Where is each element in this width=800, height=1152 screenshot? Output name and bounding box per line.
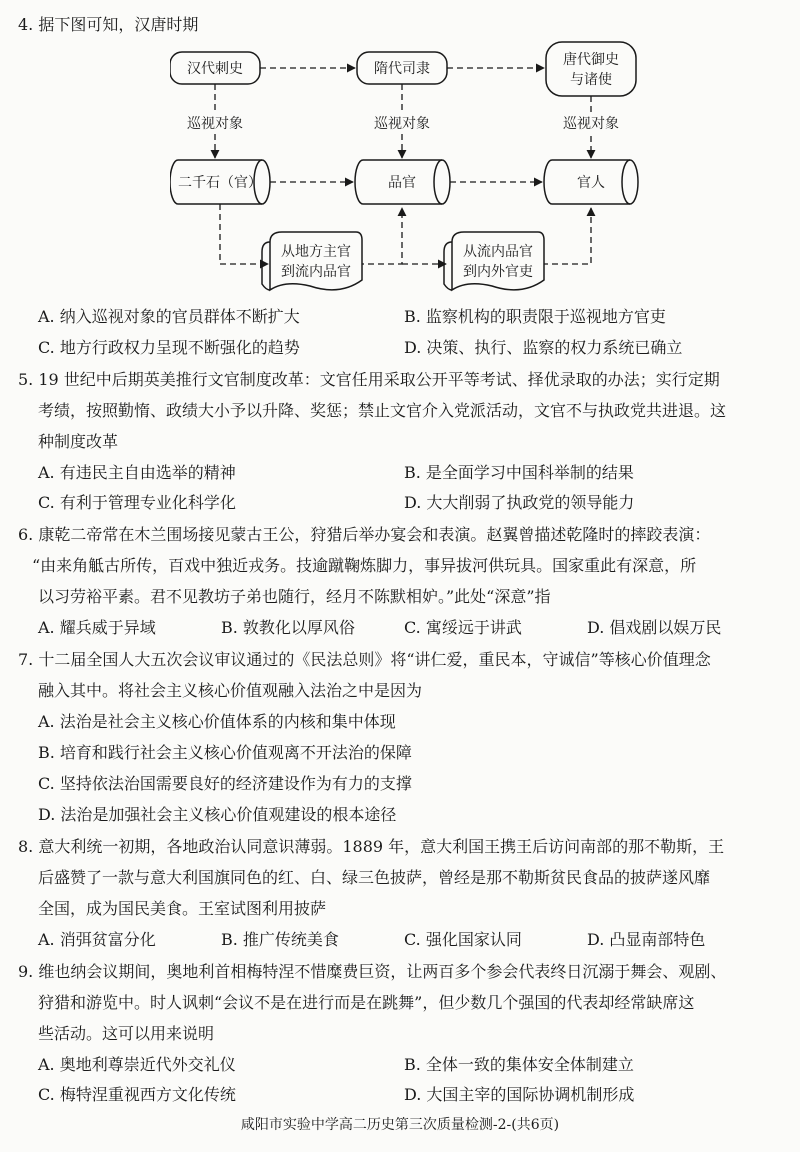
q6-line-2: “由来角觝古所传，百戏中独近戎务。技逾蹴鞠炼脚力，事异拔河供玩具。国家重此有深意，所	[32, 556, 697, 575]
arrow-scroll-2-to-guanren	[542, 208, 591, 264]
q5-line-2: 考绩，按照勤惰、政绩大小予以升降、奖惩；禁止文官介入党派活动，文官不与执政党共进退。这	[38, 401, 727, 420]
inspect-label-1: 巡视对象	[187, 116, 243, 132]
q8-option-c: C. 强化国家认同	[404, 930, 522, 949]
inspect-label-3: 巡视对象	[563, 116, 619, 132]
q4-option-c: C. 地方行政权力呈现不断强化的趋势	[38, 338, 300, 357]
q7-option-d: D. 法治是加强社会主义核心价值观建设的根本途径	[38, 805, 397, 824]
q8-option-b: B. 推广传统美食	[221, 930, 339, 949]
q5-option-b: B. 是全面学习中国科举制的结果	[404, 463, 634, 482]
inspect-label-2: 巡视对象	[374, 116, 430, 132]
q5-line-3: 种制度改革	[38, 432, 119, 451]
label-tang-yushi-1: 唐代御史	[563, 52, 619, 68]
q9-option-b: B. 全体一致的集体安全体制建立	[404, 1055, 634, 1074]
scroll-2-line-1: 从流内品官	[463, 244, 533, 260]
scroll-2-line-2: 到内外官吏	[463, 264, 533, 280]
q6-option-a: A. 耀兵威于异域	[38, 618, 156, 637]
q7-option-a: A. 法治是社会主义核心价值体系的内核和集中体现	[38, 712, 396, 731]
q4-option-a: A. 纳入巡视对象的官员群体不断扩大	[38, 307, 300, 326]
q6-option-c: C. 寓绥远于讲武	[404, 618, 522, 637]
arrow-to-scroll-1	[220, 204, 268, 264]
q9-line-2: 狩猎和游览中。时人讽刺“会议不是在进行而是在跳舞”，但少数几个强国的代表却经常缺席这	[38, 993, 695, 1012]
q9-option-c: C. 梅特涅重视西方文化传统	[38, 1085, 236, 1104]
label-pinguan: 品官	[388, 175, 416, 191]
q8-option-a: A. 消弭贫富分化	[38, 930, 156, 949]
label-sui-sili: 隋代司隶	[374, 61, 430, 77]
q8-option-d: D. 凸显南部特色	[587, 930, 706, 949]
scroll-shape-2	[444, 232, 544, 290]
scroll-shape-1	[262, 232, 362, 290]
question-4-stem: 4. 据下图可知，汉唐时期	[18, 15, 199, 34]
supervision-diagram-svg	[170, 40, 650, 296]
q9-line-3: 些活动。这可以用来说明	[38, 1024, 215, 1043]
q9-option-d: D. 大国主宰的国际协调机制形成	[404, 1085, 635, 1104]
q7-option-b: B. 培育和践行社会主义核心价值观离不开法治的保障	[38, 743, 412, 762]
label-erqianshi: 二千石（官）	[178, 175, 262, 191]
label-guanren: 官人	[577, 175, 605, 191]
q9-option-a: A. 奥地利尊崇近代外交礼仪	[38, 1055, 236, 1074]
label-han-cishi: 汉代刺史	[187, 61, 243, 77]
page-footer: 咸阳市实验中学高二历史第三次质量检测-2-(共6页)	[240, 1117, 560, 1133]
q7-line-1: 7. 十二届全国人大五次会议审议通过的《民法总则》将“讲仁爱，重民本，守诚信”等核心价值理念	[18, 650, 711, 669]
scroll-1-line-2: 到流内品官	[281, 264, 351, 280]
q9-line-1: 9. 维也纳会议期间，奥地利首相梅特涅不惜糜费巨资，让两百多个参会代表终日沉溺于舞会、观剧、	[18, 962, 727, 981]
q6-line-3: 以习劳裕平素。君不见教坊子弟也随行，经月不陈默相妒。”此处“深意”指	[38, 587, 551, 606]
q7-line-2: 融入其中。将社会主义核心价值观融入法治之中是因为	[38, 681, 423, 700]
q8-line-3: 全国，成为国民美食。王室试图利用披萨	[38, 899, 327, 918]
supervision-diagram	[170, 40, 650, 296]
q4-option-b: B. 监察机构的职责限于巡视地方官吏	[404, 307, 666, 326]
q4-option-d: D. 决策、执行、监察的权力系统已确立	[404, 338, 683, 357]
label-tang-yushi-2: 与诸使	[570, 72, 612, 88]
q8-line-1: 8. 意大利统一初期，各地政治认同意识薄弱。1889 年，意大利国王携王后访问南部的那不勒斯，王	[18, 837, 725, 856]
q5-option-c: C. 有利于管理专业化科学化	[38, 493, 236, 512]
q5-option-d: D. 大大削弱了执政党的领导能力	[404, 493, 635, 512]
q8-line-2: 后盛赞了一款与意大利国旗同色的红、白、绿三色披萨，曾经是那不勒斯贫民食品的披萨遂风靡	[38, 868, 711, 887]
q7-option-c: C. 坚持依法治国需要良好的经济建设作为有力的支撑	[38, 774, 412, 793]
q6-option-b: B. 敦教化以厚风俗	[221, 618, 355, 637]
q6-line-1: 6. 康乾二帝常在木兰围场接见蒙古王公，狩猎后举办宴会和表演。赵翼曾描述乾隆时的摔跤表演：	[18, 525, 711, 544]
arrow-scroll-1-to-pinguan	[358, 208, 402, 264]
q5-option-a: A. 有违民主自由选举的精神	[38, 463, 236, 482]
scroll-1-line-1: 从地方主官	[281, 244, 351, 260]
q5-line-1: 5. 19 世纪中后期英美推行文官制度改革：文官任用采取公开平等考试、择优录取的办法；实行定期	[18, 370, 720, 389]
q6-option-d: D. 倡戏剧以娱万民	[587, 618, 722, 637]
